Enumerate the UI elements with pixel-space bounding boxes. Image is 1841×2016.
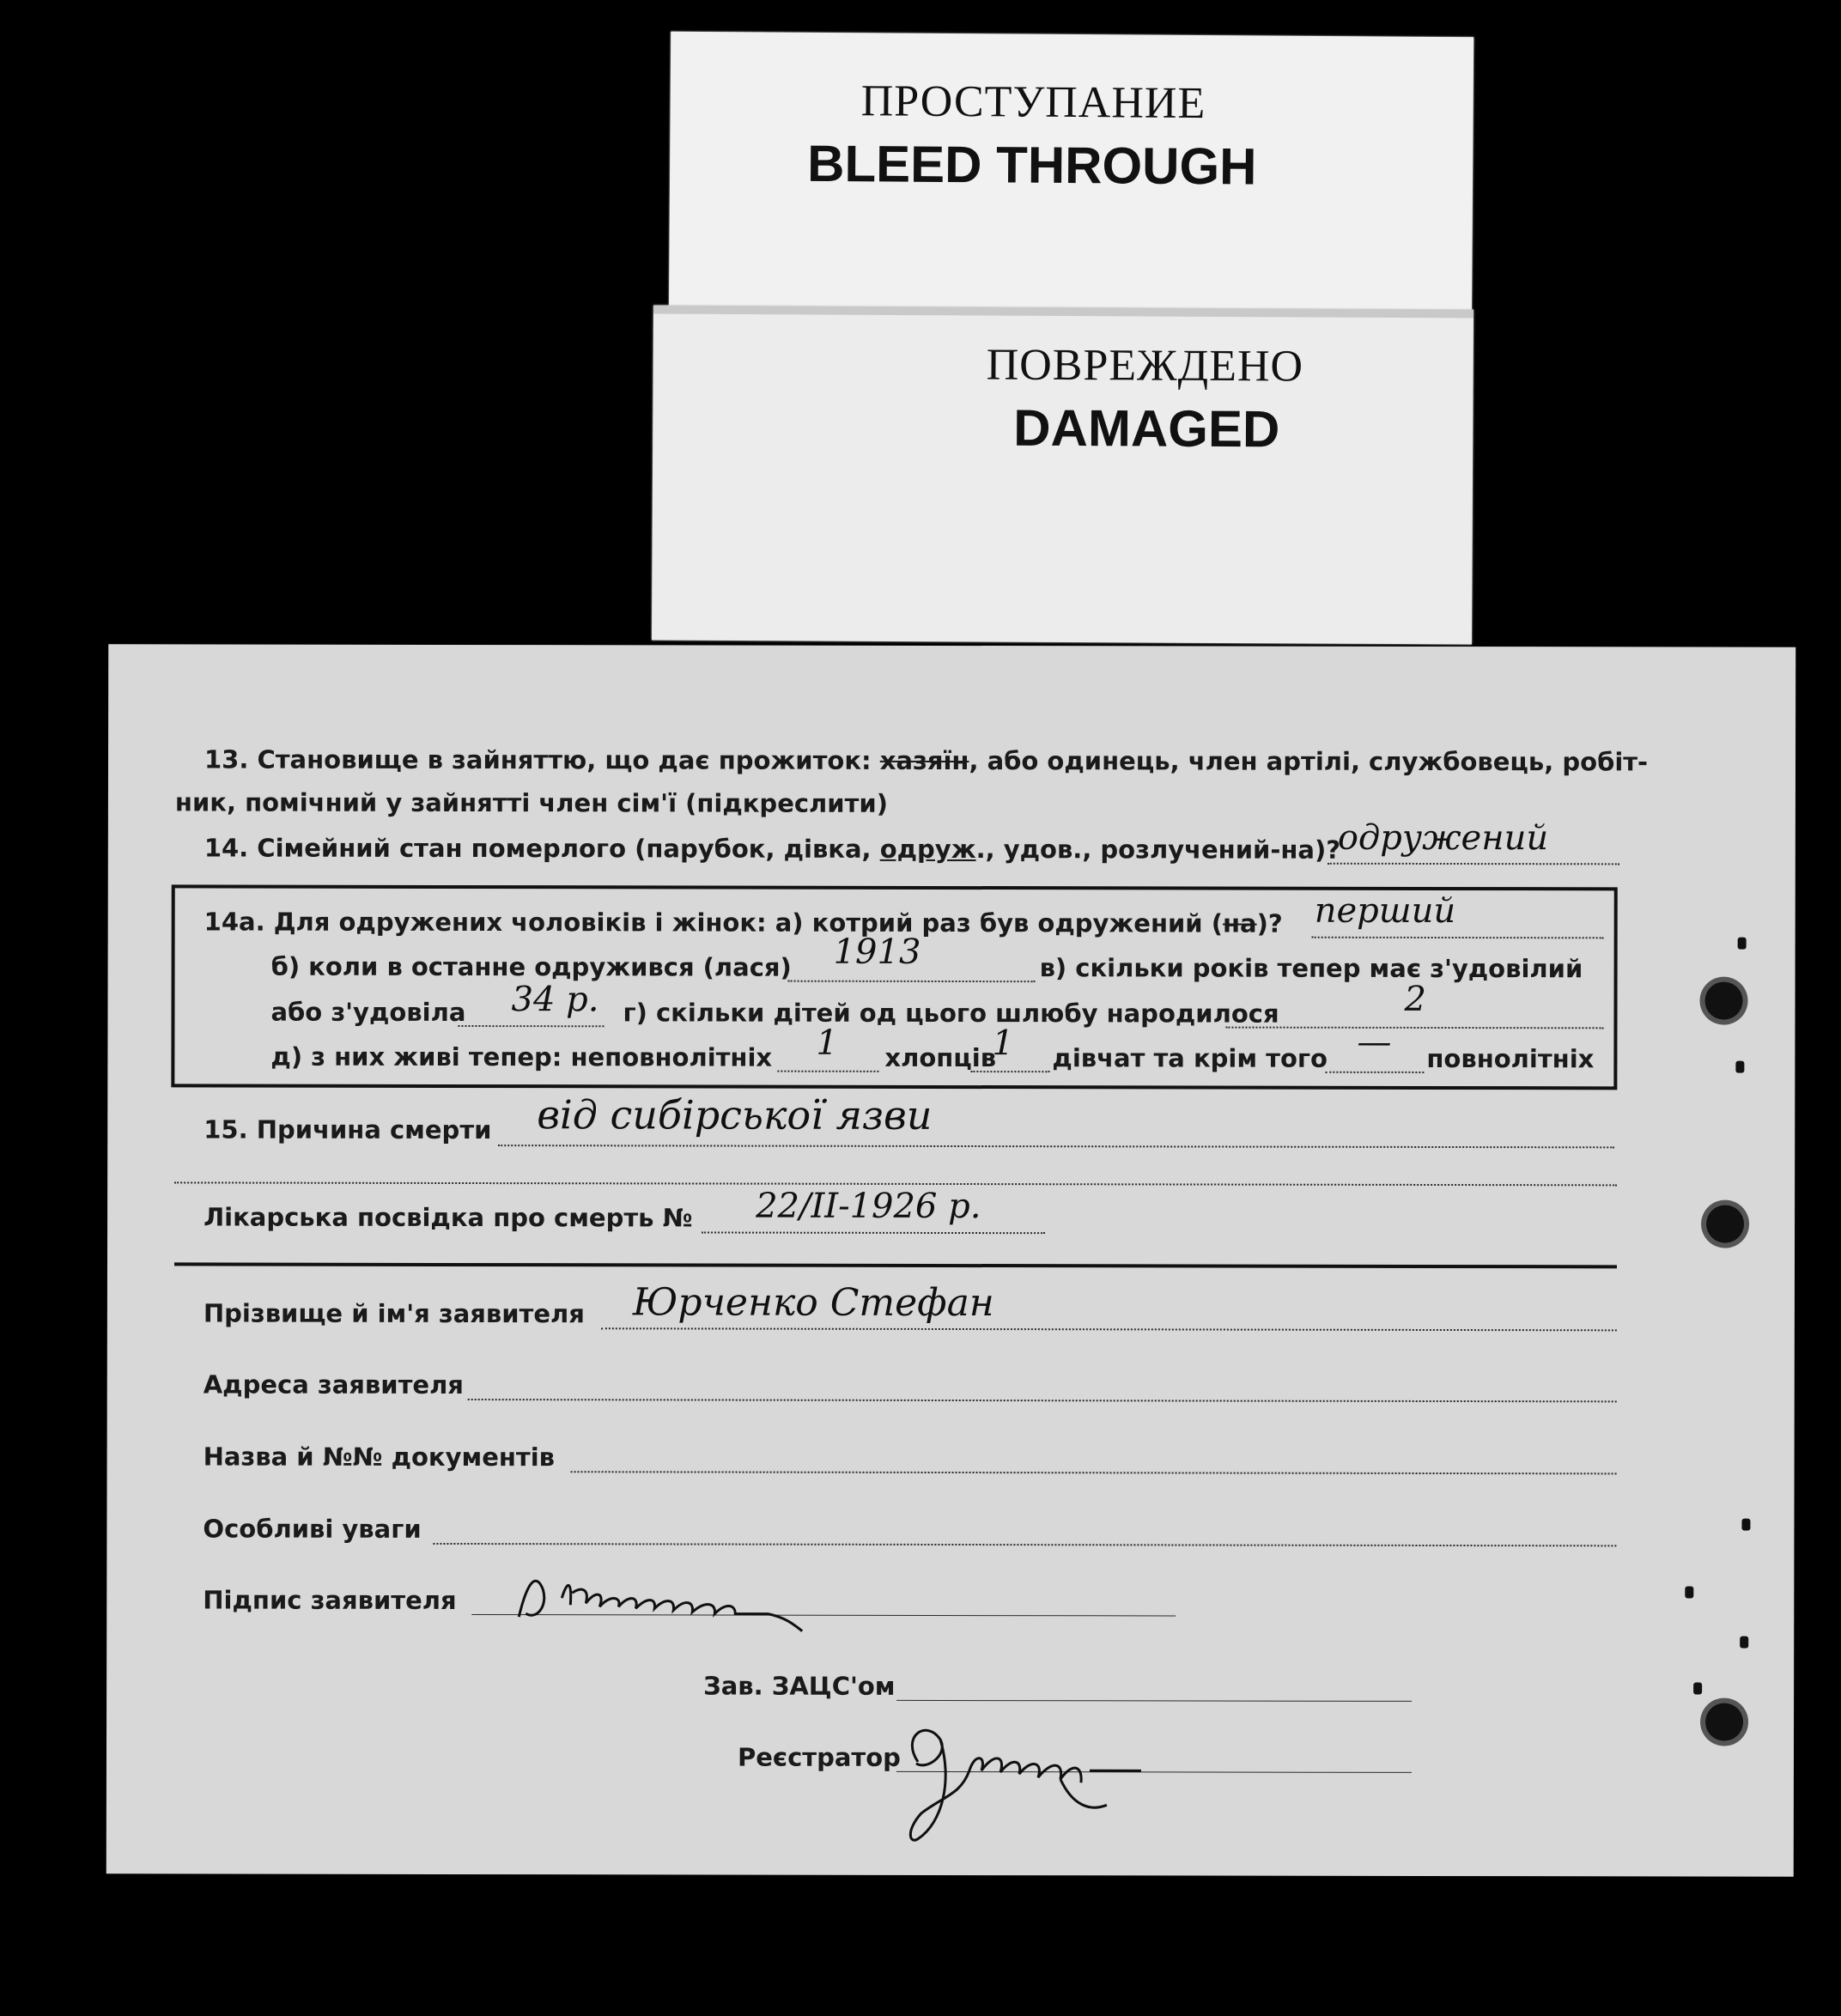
- q14a-a-answer: перший: [1314, 890, 1456, 932]
- documents-label: Назва й №№ документів: [203, 1442, 556, 1473]
- q14a-d-girls-answer: 1: [992, 1023, 1014, 1064]
- binding-hole: [1706, 1205, 1744, 1243]
- q14a-d-label: д) з них живі тепер: неповнолітніх: [270, 1041, 773, 1072]
- q14-underlined-option: одруж: [879, 834, 976, 865]
- damaged-en-label: DAMAGED: [1013, 398, 1280, 458]
- registrar-signature: [892, 1710, 1167, 1849]
- damaged-ru-label: ПОВРЕЖДЕНО: [986, 340, 1304, 392]
- registrar-label: Реєстратор: [737, 1742, 901, 1772]
- q14-answer: одружений: [1337, 817, 1549, 859]
- bleed-through-ru-label: ПРОСТУПАНИЕ: [860, 76, 1206, 129]
- head-label: Зав. ЗАЦС'ом: [703, 1671, 896, 1701]
- applicant-name-answer: Юрченко Стефан: [632, 1280, 994, 1326]
- applicant-address-label: Адреса заявителя: [203, 1369, 464, 1400]
- damaged-flag: [652, 306, 1473, 645]
- cert-label: Лікарська посвідка про смерть №: [204, 1202, 693, 1233]
- applicant-signature: [510, 1564, 819, 1633]
- q14a-d-boys-label: хлопців: [884, 1042, 997, 1073]
- q15-answer: від сибірської язви: [537, 1091, 933, 1139]
- q14a-g-label: г) скільки дітей од цього шлюбу народилося: [623, 998, 1279, 1029]
- q14a-b-answer: 1913: [833, 932, 921, 972]
- applicant-name-label: Прізвище й ім'я заявителя: [203, 1298, 585, 1329]
- notes-label: Особливі уваги: [203, 1514, 422, 1544]
- q14a-d-adults-label: повнолітніх: [1426, 1043, 1595, 1074]
- q14a-b-label: б) коли в останне одружився (лася): [270, 951, 792, 982]
- q14a-d-adults-answer: —: [1357, 1022, 1392, 1062]
- q14a-v-answer: 34 р.: [511, 980, 599, 1020]
- q14a-line-a: 14а. Для одружених чоловіків і жінок: а) котрий раз був одружений (на)?: [204, 907, 1283, 938]
- q14a-g-answer: 2: [1404, 979, 1427, 1019]
- q13-struck-option: хазяїн: [879, 745, 969, 776]
- q14a-struck-option: на: [1222, 908, 1257, 938]
- q14a-v-label: в) скільки років тепер має з'удовілий: [1039, 953, 1583, 984]
- q15-label: 15. Причина смерти: [204, 1114, 492, 1145]
- q13-continuation: ник, помічний у зайнятті член сім'ї (підкреслити): [174, 787, 889, 818]
- death-record-card: [106, 644, 1795, 1876]
- cert-answer: 22/ІІ-1926 р.: [756, 1186, 981, 1227]
- q14-line: 14. Сімейний стан померлого (парубок, дівка, одруж., удов., розлучений-на)?: [204, 833, 1341, 865]
- bleed-through-flag: [669, 32, 1473, 343]
- q14a-v-continuation: або з'удовіла: [270, 997, 466, 1028]
- q14a-d-boys-answer: 1: [816, 1023, 838, 1063]
- q14a-d-girls-label: дівчат та крім того: [1052, 1043, 1328, 1073]
- binding-hole: [1704, 982, 1742, 1020]
- signature-label: Підпис заявителя: [203, 1585, 457, 1615]
- q13-line: 13. Становище в зайняттю, що дає прожиток: хазяїн, або одинець, член артілі, службовець, робіт-: [204, 744, 1649, 777]
- binding-hole: [1705, 1703, 1743, 1741]
- section-divider: [174, 1262, 1617, 1268]
- bleed-through-en-label: BLEED THROUGH: [806, 134, 1257, 196]
